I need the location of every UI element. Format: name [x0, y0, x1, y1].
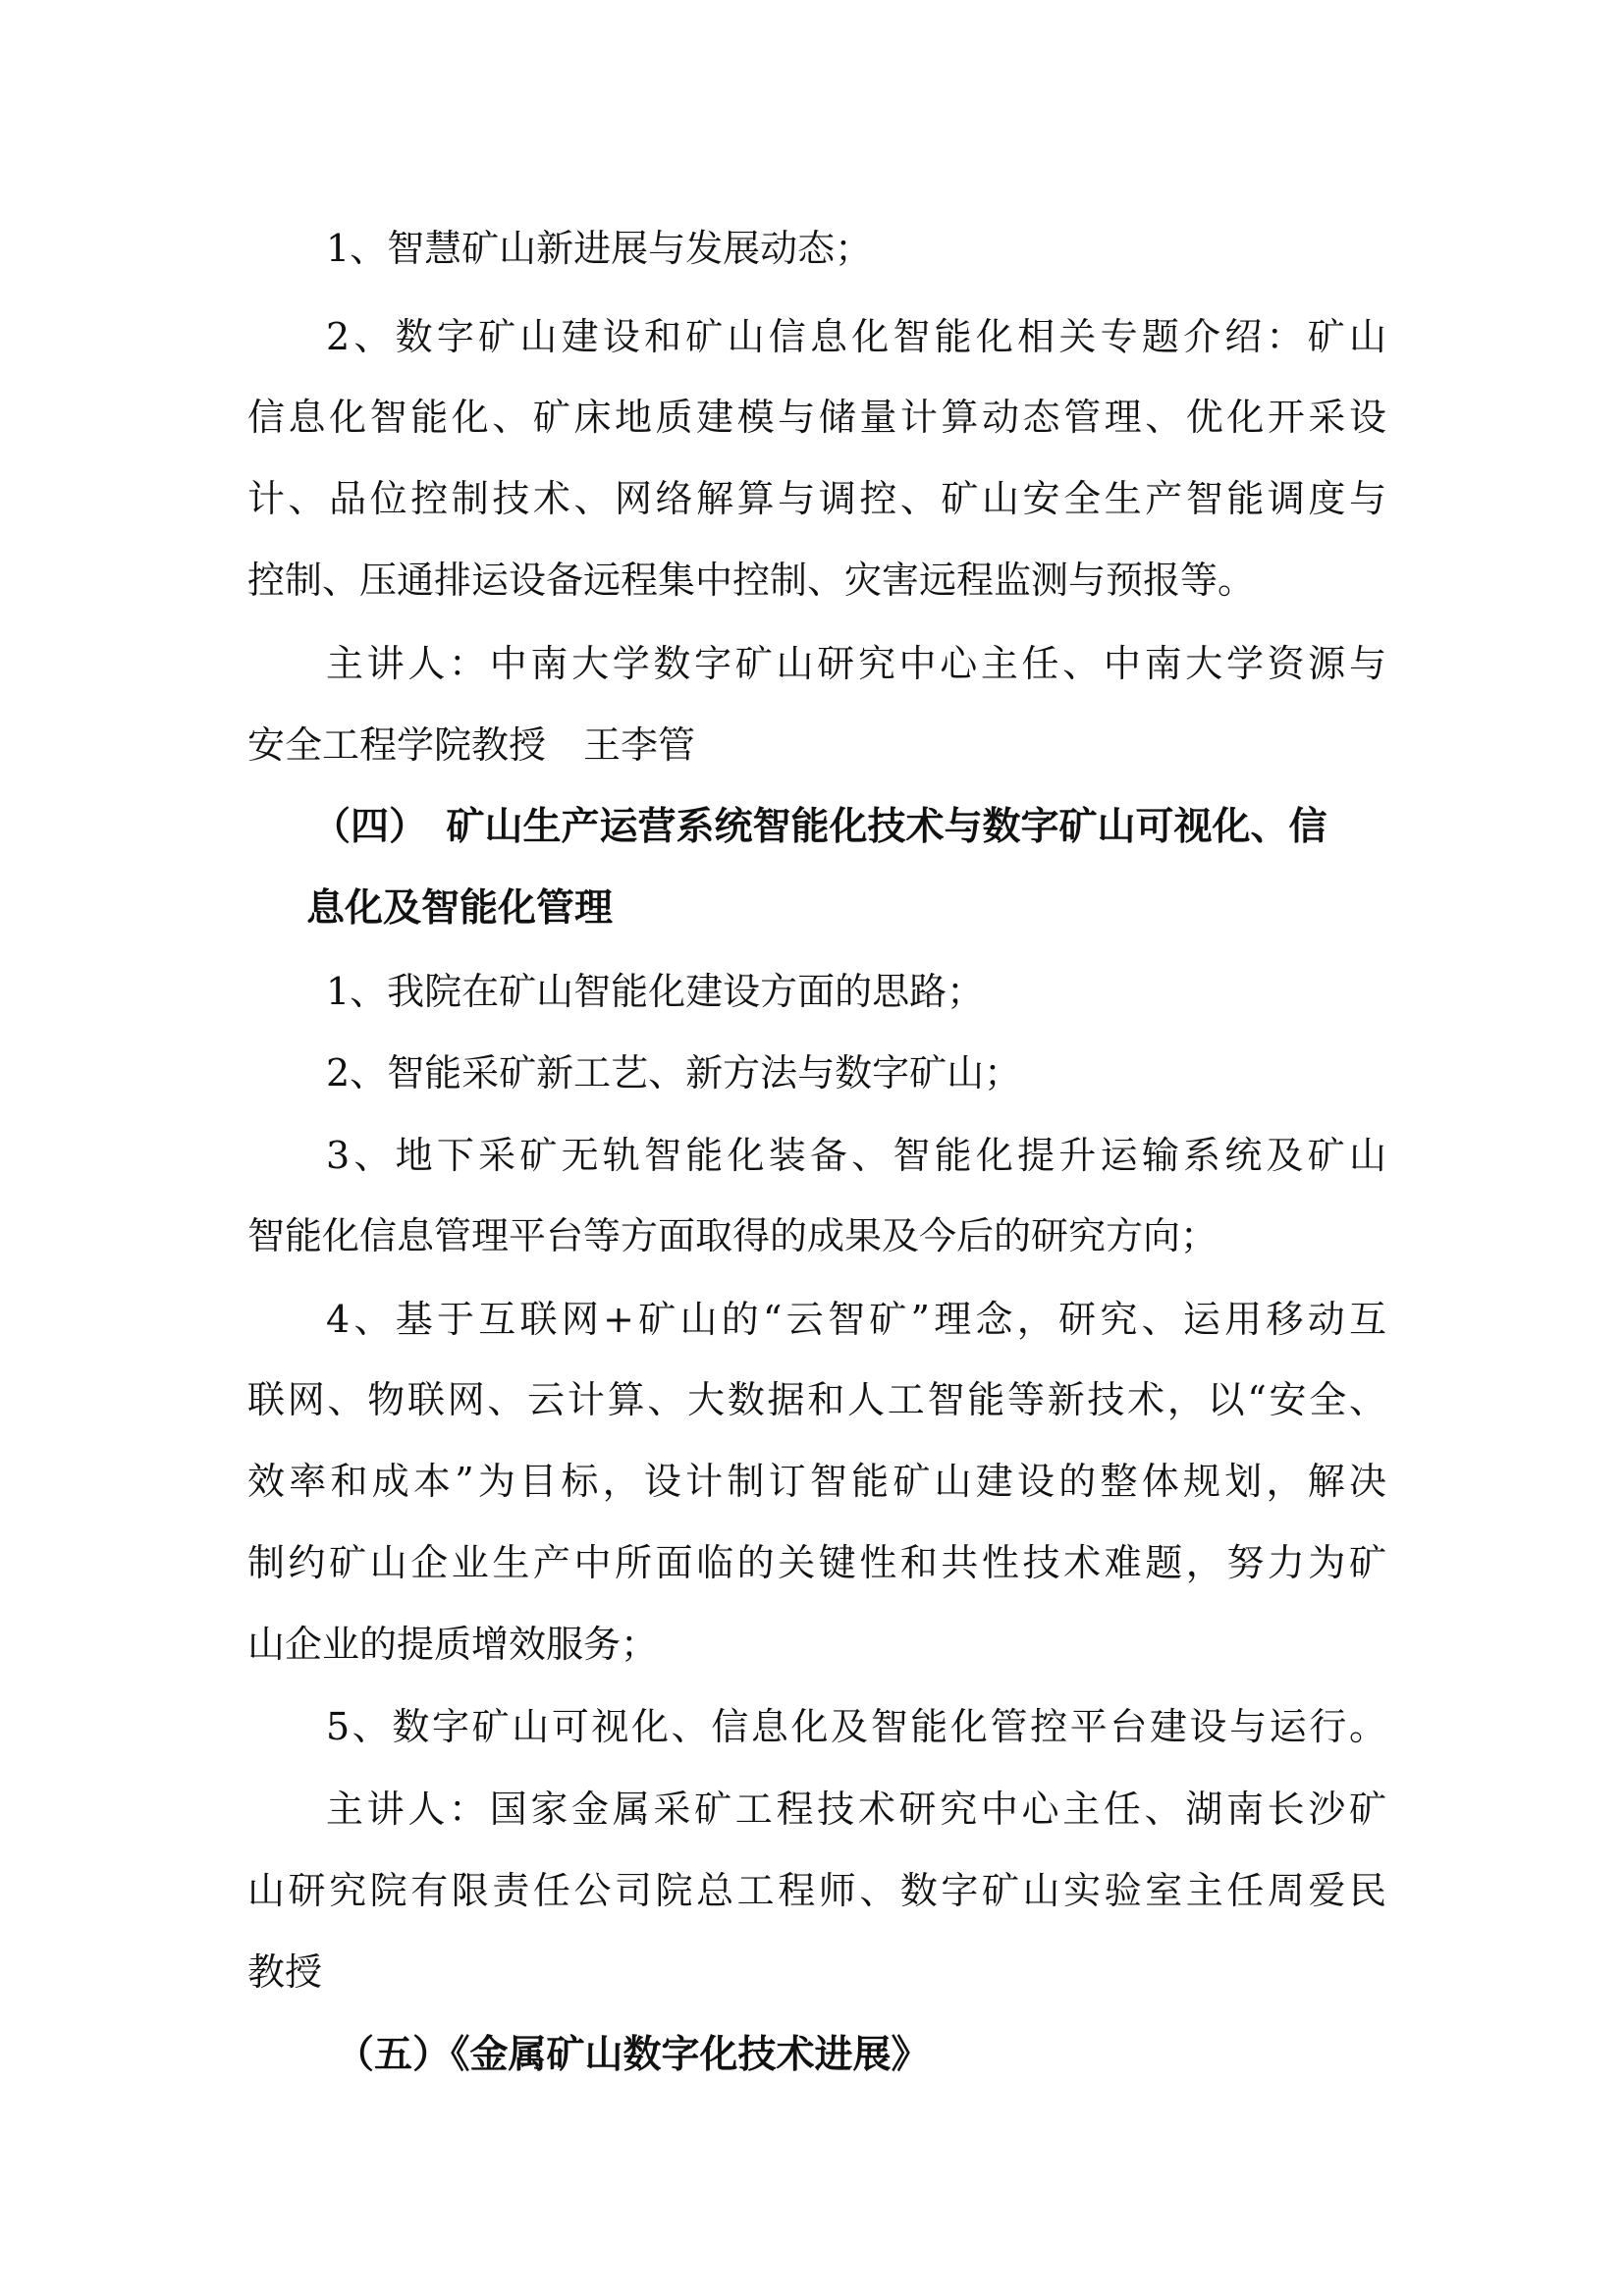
s4-item2: 2、智能采矿新工艺、新方法与数字矿山；	[326, 1051, 1022, 1095]
s3-speaker-line1: 主讲人：中南大学数字矿山研究中心主任、中南大学资源与	[326, 642, 1386, 685]
s4-speaker-line1: 主讲人：国家金属采矿工程技术研究中心主任、湖南长沙矿	[326, 1788, 1386, 1831]
s3-item2-line2: 信息化智能化、矿床地质建模与储量计算动态管理、优化开采设	[247, 396, 1386, 439]
s4-heading-line1: （四） 矿山生产运营系统智能化技术与数字矿山可视化、信	[312, 805, 1327, 849]
s4-item4-line5: 山企业的提质增效服务；	[247, 1623, 659, 1666]
s4-heading-line2: 息化及智能化管理	[306, 886, 614, 931]
s3-speaker-line2: 安全工程学院教授 王李管	[247, 723, 696, 767]
s3-item2-line4: 控制、压通排运设备远程集中控制、灾害远程监测与预报等。	[247, 559, 1256, 602]
s4-speaker-line3: 教授	[247, 1950, 323, 1994]
s4-item5: 5、数字矿山可视化、信息化及智能化管控平台建设与运行。	[326, 1705, 1386, 1748]
s4-speaker-line2: 山研究院有限责任公司院总工程师、数字矿山实验室主任周爱民	[247, 1869, 1386, 1912]
s4-item4-line3: 效率和成本”为目标，设计制订智能矿山建设的整体规划，解决	[247, 1460, 1386, 1503]
s4-item3-line2: 智能化信息管理平台等方面取得的成果及今后的研究方向；	[247, 1214, 1218, 1257]
s5-heading: （五）《金属矿山数字化技术进展》	[336, 2033, 930, 2077]
s3-item2-line1: 2、数字矿山建设和矿山信息化智能化相关专题介绍：矿山	[326, 315, 1386, 358]
s4-item4-line1: 4、基于互联网+矿山的“云智矿”理念，研究、运用移动互	[326, 1298, 1386, 1341]
s4-item3-line1: 3、地下采矿无轨智能化装备、智能化提升运输系统及矿山	[326, 1134, 1386, 1177]
s3-item2-line3: 计、品位控制技术、网络解算与调控、矿山安全生产智能调度与	[247, 477, 1386, 520]
s4-item4-line4: 制约矿山企业生产中所面临的关键性和共性技术难题，努力为矿	[247, 1541, 1386, 1584]
s4-item1: 1、我院在矿山智能化建设方面的思路；	[326, 970, 985, 1013]
s4-item4-line2: 联网、物联网、云计算、大数据和人工智能等新技术，以“安全、	[247, 1378, 1386, 1421]
s3-item1: 1、智慧矿山新进展与发展动态；	[326, 227, 873, 270]
